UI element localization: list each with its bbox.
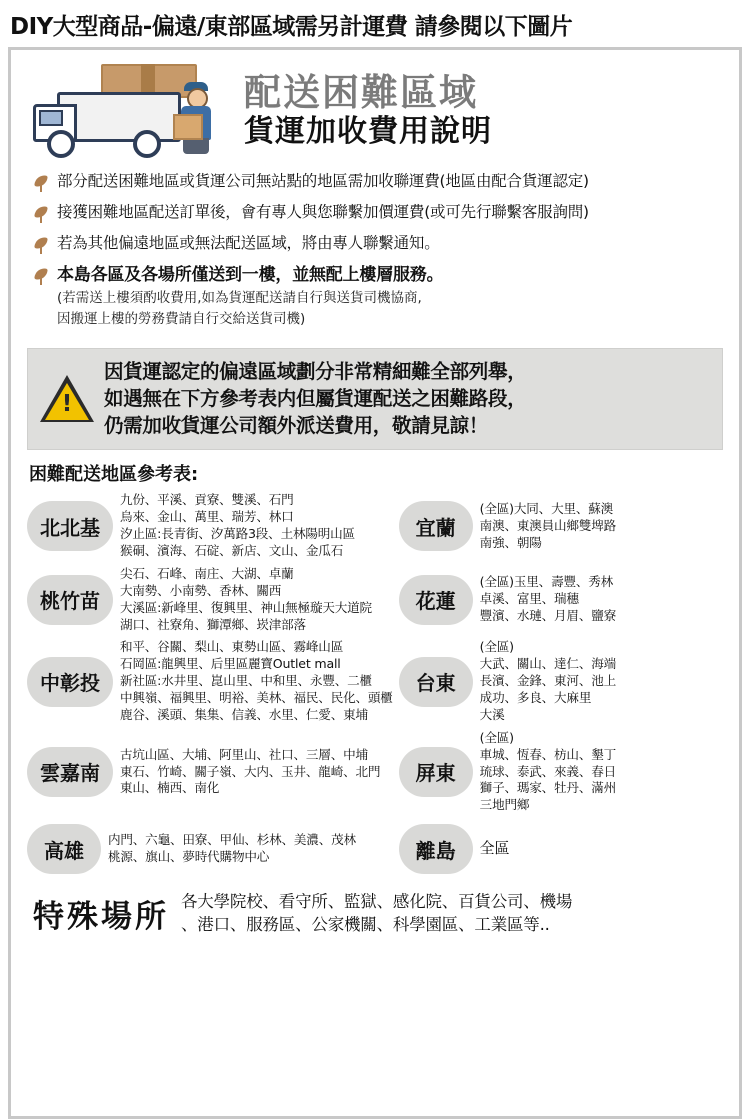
warning-line-1: 因貨運認定的偏遠區域劃分非常精細難全部列舉， — [104, 359, 527, 383]
region-area-line: 新社區:水井里、崑山里、中和里、永豐、二櫃 — [120, 673, 372, 689]
region-areas — [480, 574, 616, 625]
region-area-line: 大溪 — [479, 706, 505, 722]
region-area-line: (全區) — [479, 729, 514, 745]
region-area-line: 卓溪、富里、瑞穗 — [479, 591, 579, 607]
region-area-line: 南強、朝陽 — [479, 534, 542, 550]
warning-line-2: 如遇無在下方參考表内但屬貨運配送之困難路段， — [104, 386, 527, 410]
region-name: 離島 — [399, 824, 473, 874]
region-name: 北北基 — [27, 501, 113, 551]
region-area-line: 獅子、瑪家、牡丹、滿州 — [479, 780, 617, 796]
notice-text: 接獲困難地區配送訂單後，會有專人與您聯繫加價運費(或可先行聯繫客服詢問) — [57, 203, 589, 221]
region-area-line: 石岡區:龍興里、后里區麗寶Outlet mall — [120, 656, 341, 672]
notice-text: 部分配送困難地區或貨運公司無站點的地區需加收聯運費(地區由配合貨運認定) — [57, 172, 589, 190]
region-name: 屏東 — [399, 747, 473, 797]
list-item — [33, 234, 721, 254]
list-item — [33, 265, 721, 329]
region-row-taitung — [399, 639, 723, 723]
region-areas — [108, 832, 356, 866]
region-area-line: 大南勢、小南勢、香林、關西 — [120, 582, 282, 598]
special-places-section — [25, 878, 725, 938]
region-name: 花蓮 — [399, 575, 473, 625]
region-table — [25, 492, 725, 878]
region-area-line: 豐濱、水璉、月眉、鹽寮 — [479, 608, 617, 624]
region-area-line: 九份、平溪、貢寮、雙溪、石門 — [120, 492, 294, 508]
warning-box — [27, 348, 723, 451]
truck-wheel-front — [47, 130, 75, 158]
leaf-bullet-icon — [33, 205, 49, 223]
notice-text-emphasis: 本島各區及各場所僅送到一樓，並無配上樓層服務。 — [57, 265, 444, 285]
warning-exclamation: ! — [61, 391, 73, 418]
region-name: 中彰投 — [27, 657, 113, 707]
list-item — [33, 172, 721, 192]
region-area-line: 車城、恆春、枋山、墾丁 — [479, 746, 617, 762]
notice-list — [25, 164, 725, 342]
worker-legs-icon — [183, 138, 209, 154]
content-frame — [8, 47, 742, 1119]
region-area-line: 全區 — [479, 839, 510, 858]
leaf-bullet-icon — [33, 267, 49, 285]
delivery-truck-icon — [29, 62, 234, 162]
region-table-title: 困難配送地區參考表: — [29, 464, 199, 486]
worker-carried-box-icon — [173, 114, 203, 140]
special-places-line2: 、港口、服務區、公家機關、科學園區、工業區等.. — [181, 915, 550, 935]
region-area-line: 鹿谷、溪頭、集集、信義、水里、仁愛、東埔 — [120, 706, 368, 722]
truck-wheel-rear — [133, 130, 161, 158]
region-row-zhongzhangtou — [27, 639, 393, 723]
region-areas — [120, 747, 380, 798]
header-band — [25, 60, 725, 164]
header-title-secondary: 貨運加收費用說明 — [244, 114, 492, 150]
warning-triangle-icon — [40, 375, 94, 423]
region-area-line: 尖石、石峰、南庄、大湖、卓蘭 — [120, 565, 294, 581]
region-areas — [480, 501, 616, 552]
region-area-line: 烏來、金山、萬里、瑞芳、林口 — [120, 509, 294, 525]
truck-window — [39, 110, 63, 126]
region-area-line: 三地門鄉 — [479, 797, 530, 813]
region-row-taoZhuMiao — [27, 566, 393, 634]
region-row-kaohsiung — [27, 820, 393, 878]
region-area-line: 内門、六龜、田寮、甲仙、杉林、美濃、茂林 — [108, 832, 356, 848]
region-row-yilan — [399, 492, 723, 560]
region-row-yunjianan — [27, 730, 393, 814]
region-area-line: (全區)大同、大里、蘇澳 — [479, 500, 614, 516]
notice-subnote-line2: 因搬運上樓的勞務費請自行交給送貨司機) — [57, 311, 306, 328]
special-places-text — [181, 890, 572, 936]
special-places-line1: 各大學院校、看守所、監獄、感化院、百貨公司、機場 — [181, 892, 573, 912]
region-area-line: 東山、楠西、南化 — [120, 780, 220, 796]
region-row-pingtung — [399, 730, 723, 814]
region-area-line: 琉球、泰武、來義、春日 — [479, 763, 617, 779]
warning-line-3: 仍需加收貨運公司額外派送費用，敬請見諒！ — [104, 413, 489, 437]
region-area-line: 長濱、金鋒、東河、池上 — [479, 673, 617, 689]
special-places-title: 特殊場所 — [33, 898, 169, 935]
region-area-line: 東石、竹崎、關子嶺、大内、玉井、龍崎、北門 — [120, 763, 381, 779]
leaf-bullet-icon — [33, 236, 49, 254]
leaf-bullet-icon — [33, 174, 49, 192]
region-row-hualien — [399, 566, 723, 634]
region-area-line: (全區)玉里、壽豐、秀林 — [479, 574, 614, 590]
region-area-line: 猴硐、濱海、石碇、新店、文山、金瓜石 — [120, 543, 344, 559]
notice-text: 若為其他偏遠地區或無法配送區域，將由專人聯繫通知。 — [57, 234, 440, 252]
region-name: 台東 — [399, 657, 473, 707]
region-areas — [480, 730, 616, 814]
region-area-line: 汐止區:長青街、汐萬路3段、土林陽明山區 — [120, 526, 355, 542]
region-areas — [480, 839, 510, 859]
region-row-outlying-islands — [399, 820, 723, 878]
region-area-line: 成功、多良、大麻里 — [479, 690, 592, 706]
region-name: 桃竹苗 — [27, 575, 113, 625]
region-name: 高雄 — [27, 824, 101, 874]
region-area-line: 中興嶺、福興里、明裕、美林、福民、民化、頭櫃 — [120, 690, 393, 706]
notice-subnote-line1: (若需送上樓須酌收費用,如為貨運配送請自行與送貨司機協商, — [57, 290, 422, 307]
header-text — [244, 71, 725, 150]
region-area-line: 湖口、社寮角、獅潭鄉、崁津部落 — [120, 616, 306, 632]
region-area-line: 桃源、旗山、夢時代購物中心 — [108, 849, 270, 865]
region-area-line: (全區) — [479, 639, 514, 655]
region-area-line: 大武、關山、達仁、海端 — [479, 656, 617, 672]
region-area-line: 古坑山區、大埔、阿里山、社口、三層、中埔 — [120, 746, 368, 762]
region-name: 雲嘉南 — [27, 747, 113, 797]
region-row-beibeiji — [27, 492, 393, 560]
region-areas — [120, 566, 372, 634]
region-areas — [480, 639, 616, 723]
page-title: DIY大型商品-偏遠/東部區域需另計運費 請參閱以下圖片 — [10, 14, 573, 40]
region-area-line: 和平、谷關、梨山、東勢山區、霧峰山區 — [120, 639, 344, 655]
region-area-line: 大溪區:新峰里、復興里、神山無極璇天大道院 — [120, 599, 372, 615]
region-area-line: 南澳、東澳員山鄉雙埤路 — [479, 517, 617, 533]
list-item — [33, 203, 721, 223]
region-areas — [120, 492, 355, 560]
header-title-primary: 配送困難區域 — [244, 71, 478, 115]
warning-text — [104, 359, 526, 440]
region-name: 宜蘭 — [399, 501, 473, 551]
region-areas — [120, 639, 393, 723]
